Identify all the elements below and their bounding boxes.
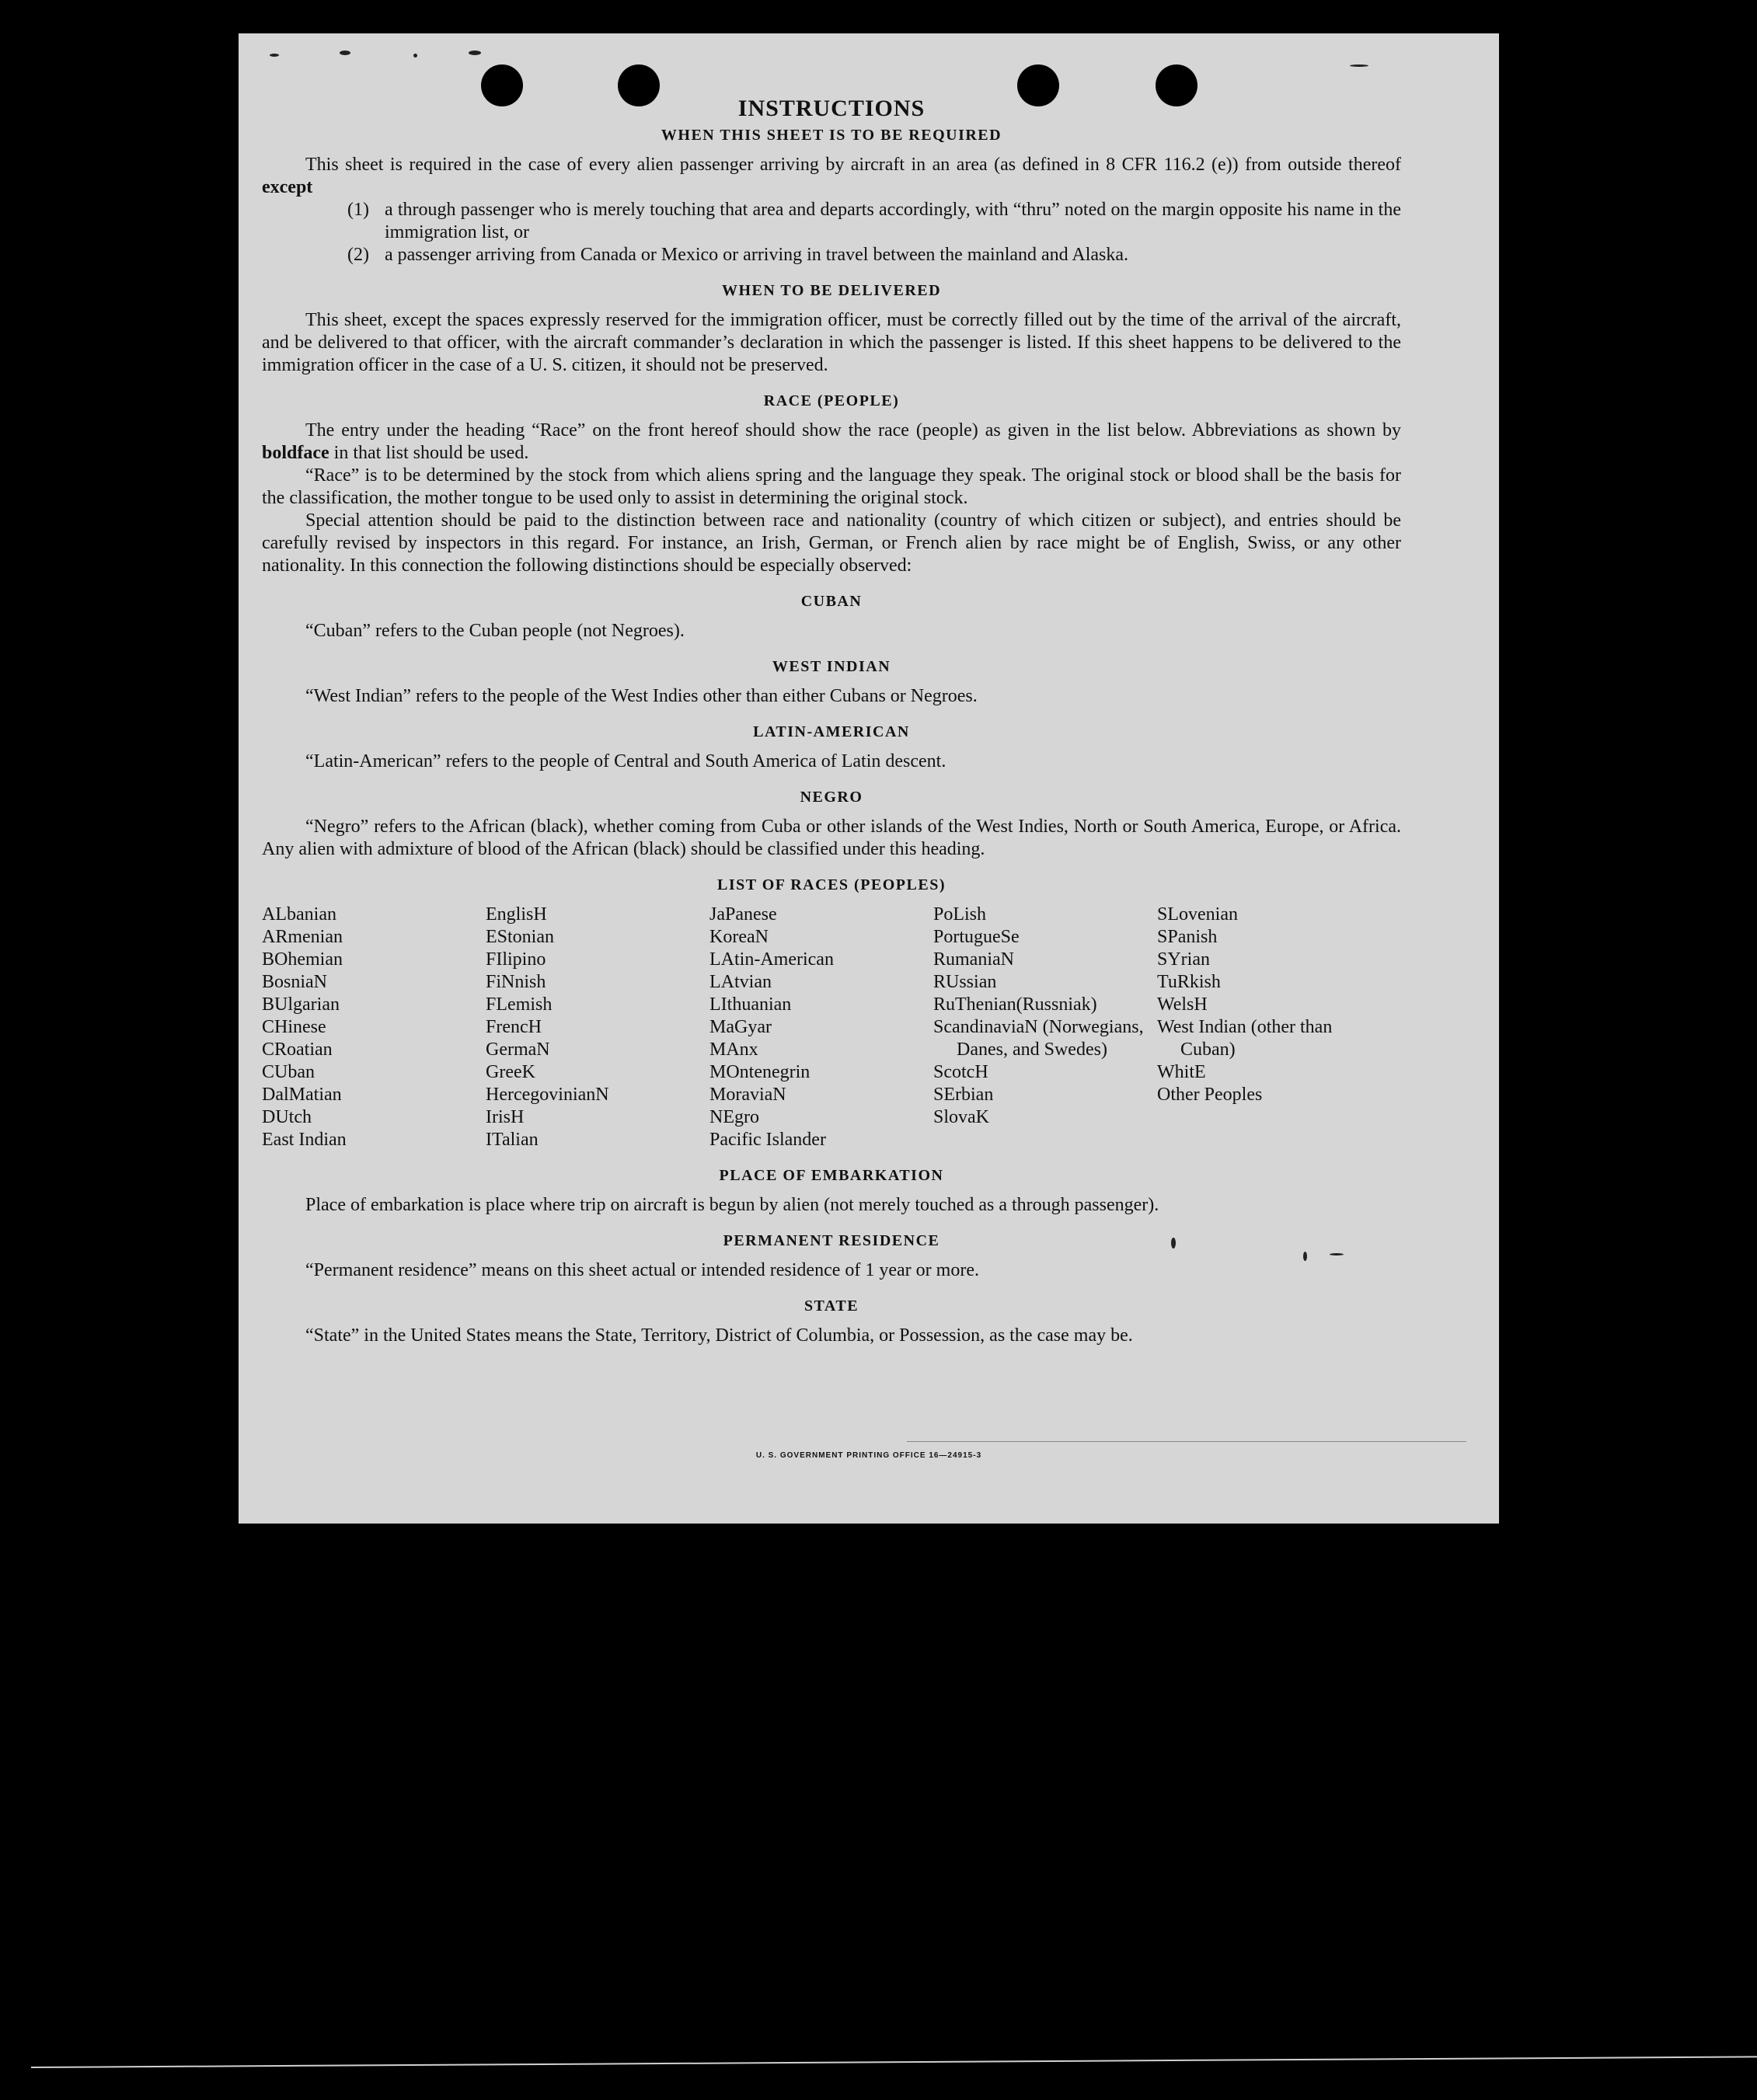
race-item: GreeK bbox=[486, 1062, 535, 1082]
race-item: RuThenian(Russniak) bbox=[933, 994, 1097, 1015]
race-item: WelsH bbox=[1157, 994, 1208, 1015]
race-item: KoreaN bbox=[709, 927, 769, 947]
paragraph-race-2: “Race” is to be determined by the stock from which aliens spring and the language they speak. The original stock or blood shall be the basis for the classification, the mother tongue to be used only to assist in determining the original stock. bbox=[262, 465, 1401, 508]
race-item: PortugueSe bbox=[933, 927, 1020, 947]
race-item: ScandinaviaN (Norwegians, Danes, and Swedes) bbox=[933, 1017, 1144, 1060]
list-item-text: a through passenger who is merely touching that area and departs accordingly, with “thru” noted on the margin opposite his name in the immigration list, or bbox=[385, 200, 1401, 242]
race-item: West Indian (other than Cuban) bbox=[1157, 1017, 1333, 1060]
race-item: HercegovinianN bbox=[486, 1085, 609, 1105]
list-item bbox=[262, 199, 1401, 244]
text-run: This sheet is required in the case of every alien passenger arriving by aircraft in an area (as defined in 8 CFR 116.2 (e)) from outside thereof bbox=[305, 155, 1401, 175]
race-item: RUssian bbox=[933, 972, 997, 992]
race-item: PoLish bbox=[933, 904, 987, 925]
paragraph-cuban: “Cuban” refers to the Cuban people (not Negroes). bbox=[305, 621, 685, 641]
divider bbox=[31, 2056, 1757, 2068]
race-item: CUban bbox=[262, 1062, 315, 1082]
race-column bbox=[1157, 904, 1382, 1151]
section-heading-negro: NEGRO bbox=[800, 789, 863, 806]
paragraph-state: “State” in the United States means the State, Territory, District of Columbia, or Possession, as the case may be. bbox=[305, 1325, 1133, 1346]
race-item: EStonian bbox=[486, 927, 554, 947]
race-item: DUtch bbox=[262, 1107, 312, 1127]
race-item: SlovaK bbox=[933, 1107, 989, 1127]
race-item: CRoatian bbox=[262, 1040, 333, 1060]
race-item: Other Peoples bbox=[1157, 1085, 1263, 1105]
race-item: ALbanian bbox=[262, 904, 336, 925]
paragraph-when-required bbox=[262, 154, 1401, 199]
exceptions-list bbox=[262, 199, 1401, 266]
section-heading-latin-american: LATIN-AMERICAN bbox=[753, 723, 910, 740]
race-item: GermaN bbox=[486, 1040, 550, 1060]
section-heading-race: RACE (PEOPLE) bbox=[763, 392, 900, 409]
race-item: LAtin-American bbox=[709, 949, 834, 970]
race-item: MAnx bbox=[709, 1040, 758, 1060]
race-item: JaPanese bbox=[709, 904, 777, 925]
ink-speck bbox=[413, 54, 417, 57]
race-item: BUlgarian bbox=[262, 994, 340, 1015]
race-item: SPanish bbox=[1157, 927, 1218, 947]
race-item: FiNnish bbox=[486, 972, 546, 992]
ink-speck bbox=[340, 50, 350, 55]
paragraph-race-3: Special attention should be paid to the distinction between race and nationality (country of which citizen or subject), and entries should be carefully revised by inspectors in this regard. For instance, an Irish, German, or French alien by race might be of English, Swiss, or any other nationality. In this connection the following distinctions should be especially observed: bbox=[262, 510, 1401, 576]
text-run: in that list should be used. bbox=[333, 443, 529, 463]
race-item: TuRkish bbox=[1157, 972, 1221, 992]
section-heading-cuban: CUBAN bbox=[800, 593, 863, 610]
race-item: MoraviaN bbox=[709, 1085, 786, 1105]
list-item-text: a passenger arriving from Canada or Mexico or arriving in travel between the mainland and Alaska. bbox=[385, 245, 1128, 265]
section-heading-embarkation: PLACE OF EMBARKATION bbox=[719, 1167, 944, 1184]
paragraph-residence: “Permanent residence” means on this sheet actual or intended residence of 1 year or more. bbox=[305, 1260, 979, 1280]
race-item: SYrian bbox=[1157, 949, 1210, 970]
text-emphasis: except bbox=[262, 177, 313, 197]
footer-rule bbox=[907, 1441, 1466, 1442]
document-sheet bbox=[239, 33, 1499, 1524]
race-item: LIthuanian bbox=[709, 994, 792, 1015]
race-item: WhitE bbox=[1157, 1062, 1206, 1082]
race-item: FIlipino bbox=[486, 949, 546, 970]
list-item-number: (2) bbox=[347, 245, 369, 265]
text-emphasis: boldface bbox=[262, 443, 329, 463]
race-item: SErbian bbox=[933, 1085, 994, 1105]
race-column bbox=[933, 904, 1157, 1151]
list-item bbox=[262, 244, 1401, 266]
race-item: BosniaN bbox=[262, 972, 327, 992]
ink-speck bbox=[270, 54, 279, 57]
race-item: MaGyar bbox=[709, 1017, 772, 1037]
race-item: BOhemian bbox=[262, 949, 343, 970]
race-item: East Indian bbox=[262, 1130, 347, 1150]
race-item: MOntenegrin bbox=[709, 1062, 811, 1082]
race-item: RumaniaN bbox=[933, 949, 1014, 970]
paragraph-when-delivered: This sheet, except the spaces expressly reserved for the immigration officer, must be correctly filled out by the time of the arrival of the aircraft, and be delivered to that officer, with the aircraft commander’s declaration in which the passenger is listed. If this sheet happens to be delivered to the immigration officer in the case of a U. S. citizen, it should not be preserved. bbox=[262, 310, 1401, 375]
section-heading-list-of-races: LIST OF RACES (PEOPLES) bbox=[716, 876, 946, 893]
race-item: IrisH bbox=[486, 1107, 525, 1127]
race-item: ITalian bbox=[486, 1130, 539, 1150]
section-heading-state: STATE bbox=[804, 1297, 859, 1315]
race-item: ARmenian bbox=[262, 927, 343, 947]
race-item: NEgro bbox=[709, 1107, 759, 1127]
race-item: ScotcH bbox=[933, 1062, 988, 1082]
race-column bbox=[709, 904, 933, 1151]
race-item: FrencH bbox=[486, 1017, 542, 1037]
race-item: CHinese bbox=[262, 1017, 326, 1037]
section-heading-west-indian: WEST INDIAN bbox=[772, 658, 891, 675]
printer-imprint: U. S. GOVERNMENT PRINTING OFFICE 16—24915-3 bbox=[755, 1451, 982, 1460]
section-heading-when-required: WHEN THIS SHEET IS TO BE REQUIRED bbox=[661, 127, 1002, 144]
race-item: SLovenian bbox=[1157, 904, 1238, 925]
section-heading-when-delivered: WHEN TO BE DELIVERED bbox=[721, 282, 942, 299]
race-column bbox=[262, 904, 486, 1151]
race-item: DalMatian bbox=[262, 1085, 342, 1105]
section-heading-residence: PERMANENT RESIDENCE bbox=[723, 1232, 940, 1249]
paragraph-race-1 bbox=[262, 420, 1401, 465]
paragraph-latin-american: “Latin-American” refers to the people of Central and South America of Latin descent. bbox=[305, 751, 946, 771]
race-item: FLemish bbox=[486, 994, 553, 1015]
ink-speck bbox=[1350, 64, 1368, 67]
page-title: INSTRUCTIONS bbox=[737, 96, 926, 121]
race-item: LAtvian bbox=[709, 972, 772, 992]
race-list bbox=[262, 904, 1401, 1151]
race-item: EnglisH bbox=[486, 904, 547, 925]
paragraph-west-indian: “West Indian” refers to the people of the West Indies other than either Cubans or Negroes. bbox=[305, 686, 978, 706]
paragraph-negro: “Negro” refers to the African (black), whether coming from Cuba or other islands of the West Indies, North or South America, Europe, or Africa. Any alien with admixture of blood of the African (black) should be classified under this heading. bbox=[262, 817, 1401, 859]
ink-speck bbox=[469, 50, 481, 55]
text-run: The entry under the heading “Race” on the front hereof should show the race (people) as given in the list below. Abbreviations as shown by bbox=[305, 420, 1401, 441]
race-item: Pacific Islander bbox=[709, 1130, 826, 1150]
paragraph-embarkation: Place of embarkation is place where trip on aircraft is begun by alien (not merely touched as a through passenger). bbox=[305, 1195, 1159, 1215]
race-column bbox=[486, 904, 709, 1151]
list-item-number: (1) bbox=[347, 200, 369, 220]
instructions-body bbox=[262, 96, 1401, 1347]
